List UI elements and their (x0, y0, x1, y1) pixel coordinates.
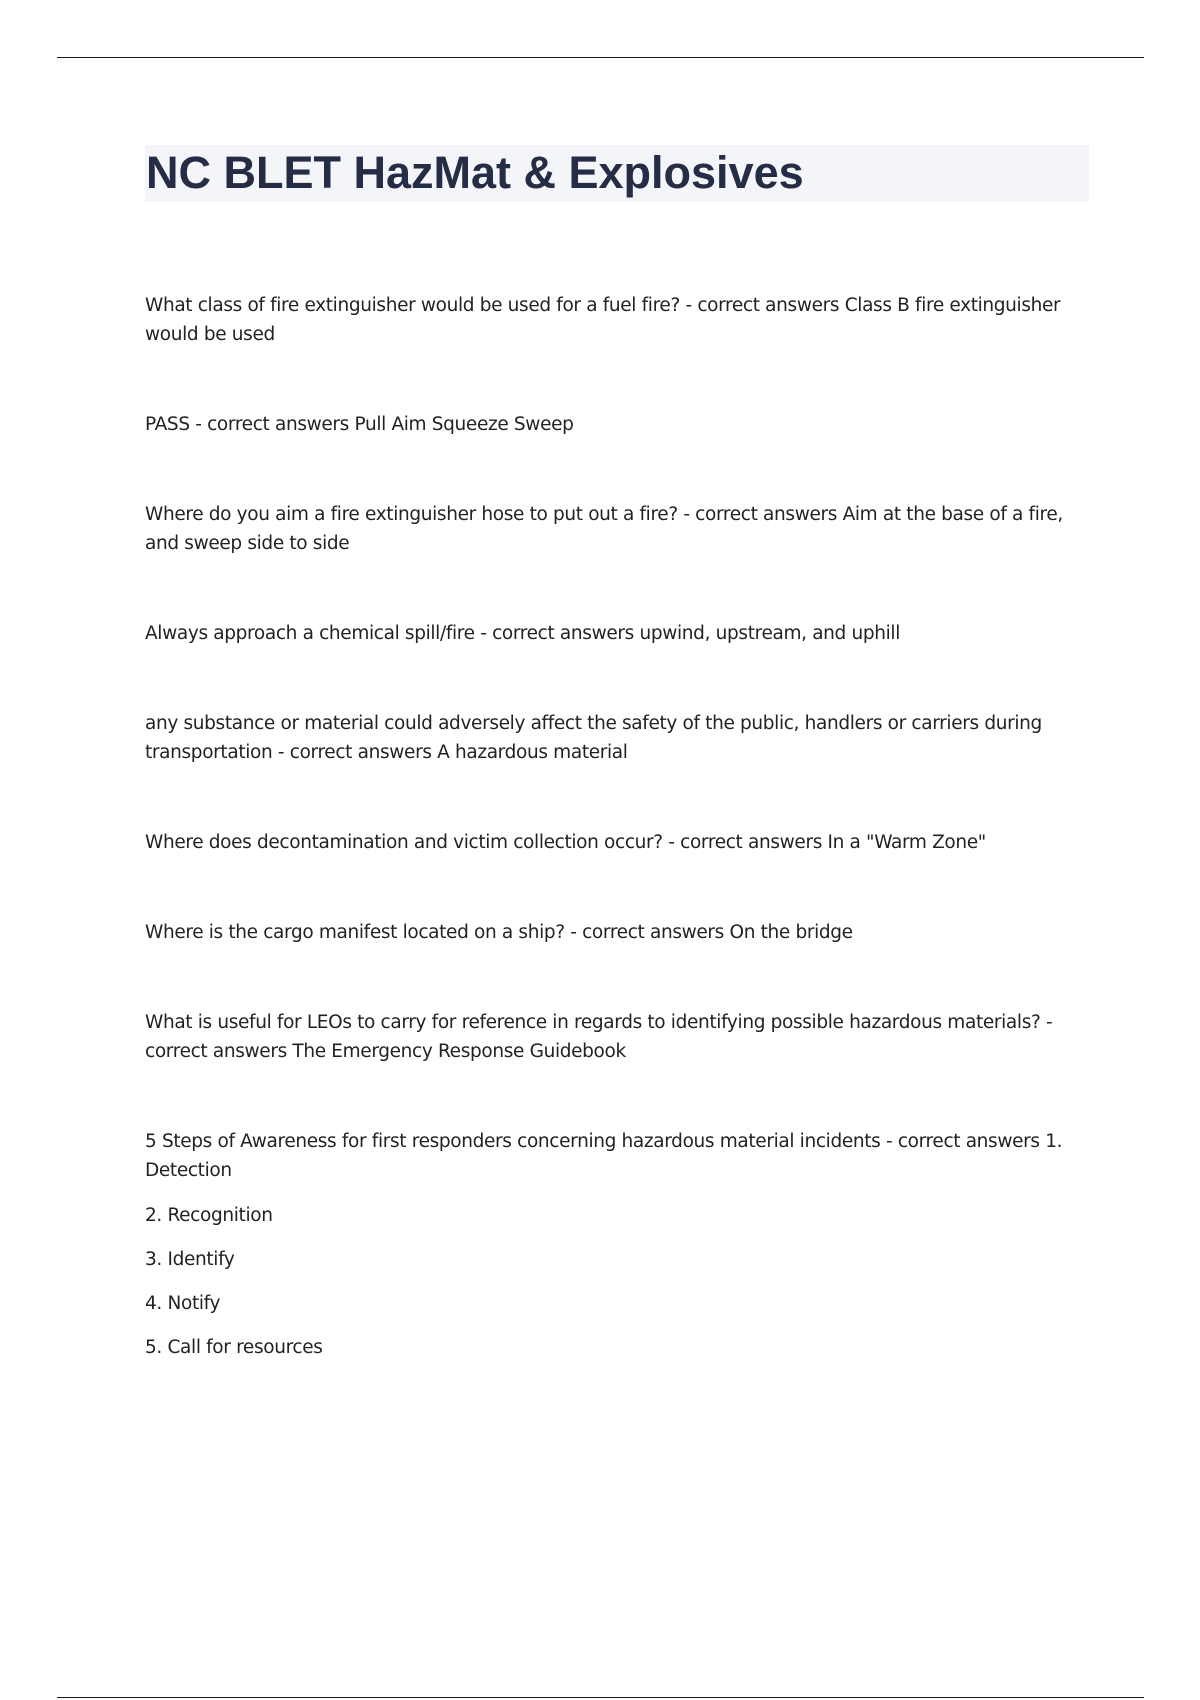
header-rule (57, 57, 1144, 58)
qa-item-fire-extinguisher-class: What class of fire extinguisher would be used for a fuel fire? - correct answers Class B fire extinguisher would be used (145, 295, 1061, 345)
qa-item-approach-spill: Always approach a chemical spill/fire - correct answers upwind, upstream, and uphill (145, 623, 900, 644)
document-body (145, 291, 1080, 1362)
footer-rule (57, 1697, 1144, 1698)
awareness-steps-list (145, 1201, 1080, 1362)
qa-item-reference-guidebook: What is useful for LEOs to carry for reference in regards to identifying possible hazardous materials? - correct answers The Emergency Response Guidebook (145, 1012, 1053, 1062)
qa-item-decontamination: Where does decontamination and victim collection occur? - correct answers In a "Warm Zone" (145, 832, 986, 853)
qa-item-pass: PASS - correct answers Pull Aim Squeeze Sweep (145, 414, 574, 435)
qa-item-steps-of-awareness: 5 Steps of Awareness for first responders concerning hazardous material incidents - correct answers 1. Detection (145, 1131, 1063, 1181)
step-notify: 4. Notify (145, 1293, 221, 1314)
qa-item-cargo-manifest: Where is the cargo manifest located on a ship? - correct answers On the bridge (145, 922, 853, 943)
document-title: NC BLET HazMat & Explosives (146, 147, 804, 198)
qa-item-aim-hose: Where do you aim a fire extinguisher hose to put out a fire? - correct answers Aim at the base of a fire, and sweep side to side (145, 504, 1063, 554)
qa-item-hazardous-material: any substance or material could adversely affect the safety of the public, handlers or carriers during transportation - correct answers A hazardous material (145, 713, 1042, 763)
step-identify: 3. Identify (145, 1249, 235, 1270)
step-recognition: 2. Recognition (145, 1205, 273, 1226)
step-call-for-resources: 5. Call for resources (145, 1337, 323, 1358)
